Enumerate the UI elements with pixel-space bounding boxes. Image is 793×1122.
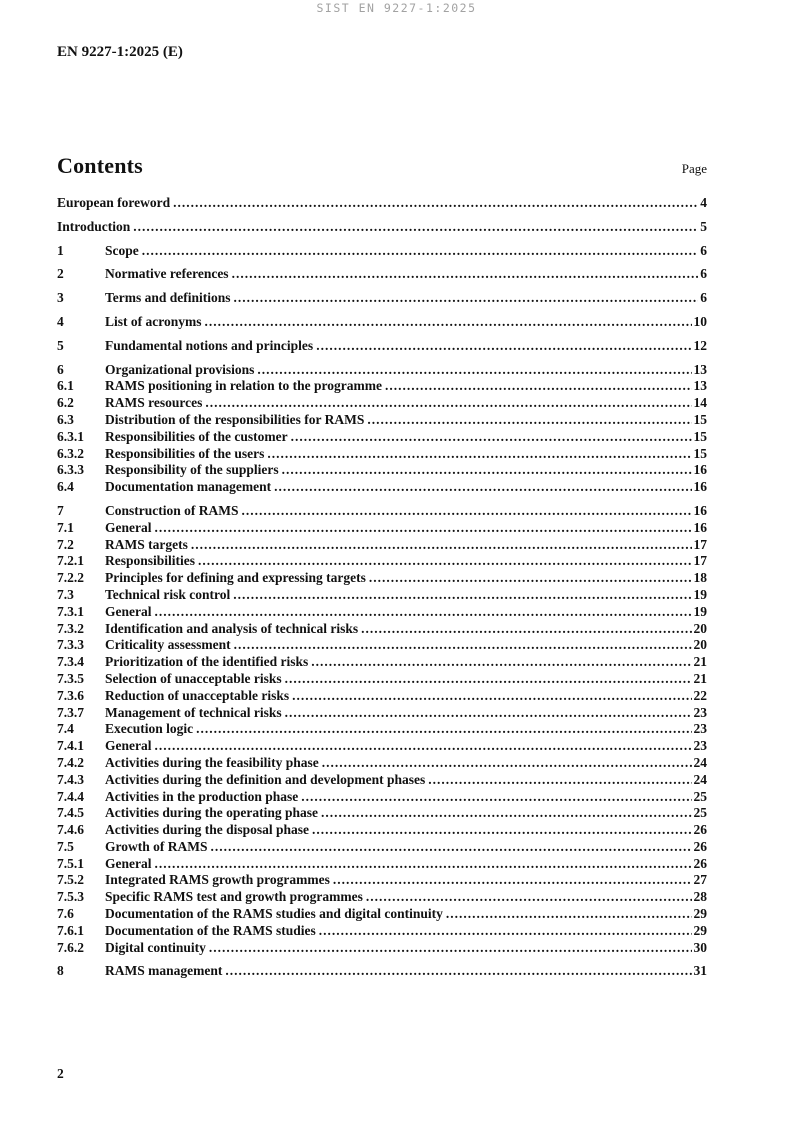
toc-entry-page: 26 <box>693 822 707 838</box>
toc-entry-page: 17 <box>693 553 707 569</box>
toc-entry-number: 6 <box>57 361 64 377</box>
toc-entry-number: 7.2 <box>57 536 74 552</box>
toc-entry <box>57 462 707 479</box>
toc-entry-title: Management of technical risks <box>105 704 282 720</box>
toc-entry <box>57 621 707 638</box>
contents-section <box>57 153 707 980</box>
toc-entry <box>57 637 707 654</box>
contents-title: Contents <box>57 153 143 178</box>
toc-entry-title: RAMS resources <box>105 395 203 411</box>
toc-entry-number: 7.3.1 <box>57 603 84 619</box>
dot-leader <box>205 314 692 331</box>
toc-entry <box>57 906 707 923</box>
toc-entry-number: 6.3 <box>57 411 74 427</box>
dot-leader <box>234 290 699 307</box>
dot-leader <box>385 378 691 395</box>
dot-leader <box>225 963 691 980</box>
dot-leader <box>282 462 692 479</box>
toc-entry-title: European foreword <box>57 195 171 210</box>
toc-entry <box>57 570 707 587</box>
toc-entry <box>57 553 707 570</box>
dot-leader <box>292 688 691 705</box>
toc-entry-number: 7.4.1 <box>57 738 84 754</box>
dot-leader <box>267 446 691 463</box>
dot-leader <box>211 839 692 856</box>
toc-entry-page: 29 <box>693 906 707 922</box>
toc-entry-title: Scope <box>105 242 139 258</box>
toc-entry-number: 7.3.3 <box>57 637 84 653</box>
toc-entry <box>57 537 707 554</box>
dot-leader <box>155 738 692 755</box>
toc-entry-number: 7.5 <box>57 838 74 854</box>
toc-entry-number: 7.6.1 <box>57 922 84 938</box>
dot-leader <box>361 621 691 638</box>
toc-entry-page: 24 <box>693 771 707 787</box>
document-id: EN 9227-1:2025 (E) <box>57 44 183 60</box>
toc-entry-title: General <box>105 519 152 535</box>
toc-entry-page: 16 <box>693 479 707 495</box>
toc-entry <box>57 314 707 331</box>
toc-entry <box>57 688 707 705</box>
toc-entry-page: 21 <box>693 654 707 670</box>
toc-entry-title: Reduction of unacceptable risks <box>105 687 290 703</box>
toc-entry <box>57 654 707 671</box>
toc-entry <box>57 872 707 889</box>
toc-entry-number: 7.5.3 <box>57 889 84 905</box>
toc-entry-page: 31 <box>693 963 707 979</box>
toc-entry-title: Technical risk control <box>105 586 231 602</box>
toc-entry-title: Distribution of the responsibilities for RAMS <box>105 411 365 427</box>
toc-entry <box>57 805 707 822</box>
toc-entry-title: General <box>105 603 152 619</box>
toc-entry-title: Activities during the definition and development phases <box>105 771 426 787</box>
toc-entry-number: 7.4.6 <box>57 822 84 838</box>
toc-entry <box>57 520 707 537</box>
dot-leader <box>191 537 692 554</box>
dot-leader <box>291 429 692 446</box>
footer-page-number: 2 <box>57 1066 64 1081</box>
toc-entry <box>57 923 707 940</box>
toc-entry-title: Documentation management <box>105 479 272 495</box>
toc-entry-number: 7.4.4 <box>57 788 84 804</box>
toc-entry <box>57 822 707 839</box>
toc-entry-number: 7 <box>57 502 64 518</box>
toc-entry <box>57 412 707 429</box>
toc-entry <box>57 378 707 395</box>
toc-entry-number: 7.3.4 <box>57 654 84 670</box>
toc-entry-page: 19 <box>693 603 707 619</box>
toc-entry-number: 7.3 <box>57 586 74 602</box>
dot-leader <box>369 570 692 587</box>
toc-entry-page: 10 <box>693 313 707 329</box>
toc-entry <box>57 587 707 604</box>
toc-entry-title: Identification and analysis of technical risks <box>105 620 359 636</box>
toc-entry <box>57 789 707 806</box>
toc-entry-page: 16 <box>693 462 707 478</box>
toc-entry-title: Digital continuity <box>105 939 206 955</box>
toc-entry-number: 7.3.5 <box>57 670 84 686</box>
toc-entry-title: Principles for defining and expressing targets <box>105 570 366 586</box>
toc-entry-number: 7.5.1 <box>57 855 84 871</box>
toc-entry-page: 29 <box>693 922 707 938</box>
toc-entry-number: 7.4.3 <box>57 771 84 787</box>
toc-entry-title: Prioritization of the identified risks <box>105 654 309 670</box>
toc-entry-page: 15 <box>693 445 707 461</box>
toc-entry-number: 6.2 <box>57 395 74 411</box>
dot-leader <box>311 654 691 671</box>
toc-entry-number: 7.3.2 <box>57 620 84 636</box>
dot-leader <box>446 906 692 923</box>
toc-entry-page: 13 <box>693 361 707 377</box>
toc-entry-title: RAMS management <box>105 963 223 979</box>
toc-entry-title: Criticality assessment <box>105 637 231 653</box>
toc-entry-title: Responsibilities of the users <box>105 445 265 461</box>
toc-entry-title: Activities during the disposal phase <box>105 822 310 838</box>
toc-entry-title: Terms and definitions <box>105 290 231 306</box>
toc-entry-page: 12 <box>693 337 707 353</box>
toc-entry-title: Normative references <box>105 266 229 282</box>
dot-leader <box>312 822 691 839</box>
toc-entry-page: 25 <box>693 788 707 804</box>
toc-entry-number: 7.3.7 <box>57 704 84 720</box>
toc-entry-page: 13 <box>693 378 707 394</box>
toc-entry <box>57 755 707 772</box>
toc-entry-page: 16 <box>693 502 707 518</box>
toc-entry-number: 7.4.5 <box>57 805 84 821</box>
dot-leader <box>234 637 692 654</box>
toc-entry-page: 22 <box>693 687 707 703</box>
toc-entry-page: 28 <box>693 889 707 905</box>
toc-entry-number: 7.2.2 <box>57 570 84 586</box>
toc-entry-number: 8 <box>57 963 64 979</box>
toc-entry-page: 20 <box>693 637 707 653</box>
toc-entry-page: 26 <box>693 838 707 854</box>
toc-entry-number: 6.3.2 <box>57 445 84 461</box>
toc-entry-title: Organizational provisions <box>105 361 255 377</box>
toc-entry-page: 25 <box>693 805 707 821</box>
dot-leader <box>173 195 698 212</box>
toc-entry-number: 2 <box>57 266 64 282</box>
toc-entry-title: Responsibility of the suppliers <box>105 462 279 478</box>
toc-entry-page: 30 <box>693 939 707 955</box>
toc-entry-title: List of acronyms <box>105 313 202 329</box>
toc-entry-number: 6.1 <box>57 378 74 394</box>
toc-entry <box>57 889 707 906</box>
toc-entry <box>57 721 707 738</box>
toc-entry-page: 14 <box>693 395 707 411</box>
toc-entry <box>57 395 707 412</box>
toc-entry-title: Responsibilities <box>105 553 196 569</box>
toc-entry-page: 5 <box>700 218 707 234</box>
toc-entry-number: 7.4.2 <box>57 754 84 770</box>
toc-entry-page: 6 <box>700 242 707 258</box>
toc-entry-number: 7.1 <box>57 519 74 535</box>
toc-entry <box>57 446 707 463</box>
toc-entry <box>57 219 707 236</box>
toc-entry-page: 21 <box>693 670 707 686</box>
toc-entry-title: Introduction <box>57 218 131 234</box>
toc-entry-page: 20 <box>693 620 707 636</box>
dot-leader <box>285 705 692 722</box>
dot-leader <box>232 266 699 283</box>
toc-entry-title: Selection of unacceptable risks <box>105 670 282 686</box>
toc-entry-title: Documentation of the RAMS studies <box>105 922 316 938</box>
toc-entry <box>57 362 707 379</box>
toc-entry-number: 5 <box>57 337 64 353</box>
dot-leader <box>205 395 691 412</box>
contents-header <box>57 153 707 179</box>
dot-leader <box>155 520 692 537</box>
dot-leader <box>274 479 691 496</box>
toc-entry <box>57 479 707 496</box>
dot-leader <box>196 721 691 738</box>
toc-entry-title: General <box>105 738 152 754</box>
dot-leader <box>209 940 692 957</box>
dot-leader <box>366 889 692 906</box>
toc-entry <box>57 856 707 873</box>
toc-entry-title: RAMS targets <box>105 536 188 552</box>
toc-entry-page: 18 <box>693 570 707 586</box>
dot-leader <box>133 219 698 236</box>
toc-entry <box>57 243 707 260</box>
dot-leader <box>233 587 691 604</box>
toc-entry <box>57 671 707 688</box>
dot-leader <box>428 772 691 789</box>
toc-entry <box>57 772 707 789</box>
toc-entry <box>57 195 707 212</box>
toc-entry <box>57 963 707 980</box>
toc-entry-page: 27 <box>693 872 707 888</box>
dot-leader <box>367 412 691 429</box>
dot-leader <box>285 671 692 688</box>
toc-entry-page: 15 <box>693 428 707 444</box>
toc-entry-page: 17 <box>693 536 707 552</box>
toc-entry-number: 7.5.2 <box>57 872 84 888</box>
dot-leader <box>316 338 691 355</box>
toc-entry-title: Documentation of the RAMS studies and digital continuity <box>105 906 443 922</box>
toc-entry-page: 23 <box>693 721 707 737</box>
toc-entry <box>57 738 707 755</box>
toc-entry-page: 23 <box>693 738 707 754</box>
toc-entry <box>57 604 707 621</box>
toc-entry-page: 19 <box>693 586 707 602</box>
toc-entry <box>57 705 707 722</box>
toc-entry-page: 16 <box>693 519 707 535</box>
toc-entry-title: General <box>105 855 152 871</box>
toc-entry <box>57 839 707 856</box>
dot-leader <box>155 856 692 873</box>
toc-entry-page: 26 <box>693 855 707 871</box>
toc-entry-page: 4 <box>700 195 707 210</box>
toc-entry-title: Activities during the operating phase <box>105 805 319 821</box>
dot-leader <box>301 789 691 806</box>
dot-leader <box>198 553 691 570</box>
toc-entry-number: 6.3.1 <box>57 428 84 444</box>
toc-entry-page: 23 <box>693 704 707 720</box>
toc-entry-title: Growth of RAMS <box>105 838 208 854</box>
toc-entry <box>57 290 707 307</box>
toc-entry-number: 6.4 <box>57 479 74 495</box>
toc-entry-page: 6 <box>700 266 707 282</box>
dot-leader <box>142 243 699 260</box>
toc-entry-number: 4 <box>57 313 64 329</box>
toc-entry-number: 7.2.1 <box>57 553 84 569</box>
toc-entry-title: Activities during the feasibility phase <box>105 754 319 770</box>
dot-leader <box>242 503 692 520</box>
toc-entry-number: 7.6.2 <box>57 939 84 955</box>
toc-entry <box>57 266 707 283</box>
toc-entry-number: 7.3.6 <box>57 687 84 703</box>
toc-entry-title: Execution logic <box>105 721 194 737</box>
toc-entry-title: Responsibilities of the customer <box>105 428 288 444</box>
dot-leader <box>155 604 692 621</box>
toc-entry-page: 15 <box>693 411 707 427</box>
dot-leader <box>319 923 692 940</box>
toc-entry <box>57 940 707 957</box>
toc-entry-number: 7.4 <box>57 721 74 737</box>
watermark-text: SIST EN 9227-1:2025 <box>316 1 477 15</box>
dot-leader <box>322 755 692 772</box>
toc-entry-number: 6.3.3 <box>57 462 84 478</box>
toc-entry-number: 1 <box>57 242 64 258</box>
toc-entry-number: 3 <box>57 290 64 306</box>
table-of-contents <box>57 195 707 980</box>
toc-entry-title: RAMS positioning in relation to the programme <box>105 378 383 394</box>
toc-entry-title: Integrated RAMS growth programmes <box>105 872 330 888</box>
dot-leader <box>257 362 691 379</box>
dot-leader <box>333 872 692 889</box>
page-column-label: Page <box>681 161 707 176</box>
toc-entry-title: Fundamental notions and principles <box>105 337 314 353</box>
toc-entry-number: 7.6 <box>57 906 74 922</box>
toc-entry-page: 6 <box>700 290 707 306</box>
toc-entry-page: 24 <box>693 754 707 770</box>
toc-entry-title: Activities in the production phase <box>105 788 299 804</box>
toc-entry-title: Specific RAMS test and growth programmes <box>105 889 363 905</box>
toc-entry <box>57 503 707 520</box>
toc-entry <box>57 338 707 355</box>
toc-entry-title: Construction of RAMS <box>105 502 239 518</box>
dot-leader <box>321 805 691 822</box>
toc-entry <box>57 429 707 446</box>
